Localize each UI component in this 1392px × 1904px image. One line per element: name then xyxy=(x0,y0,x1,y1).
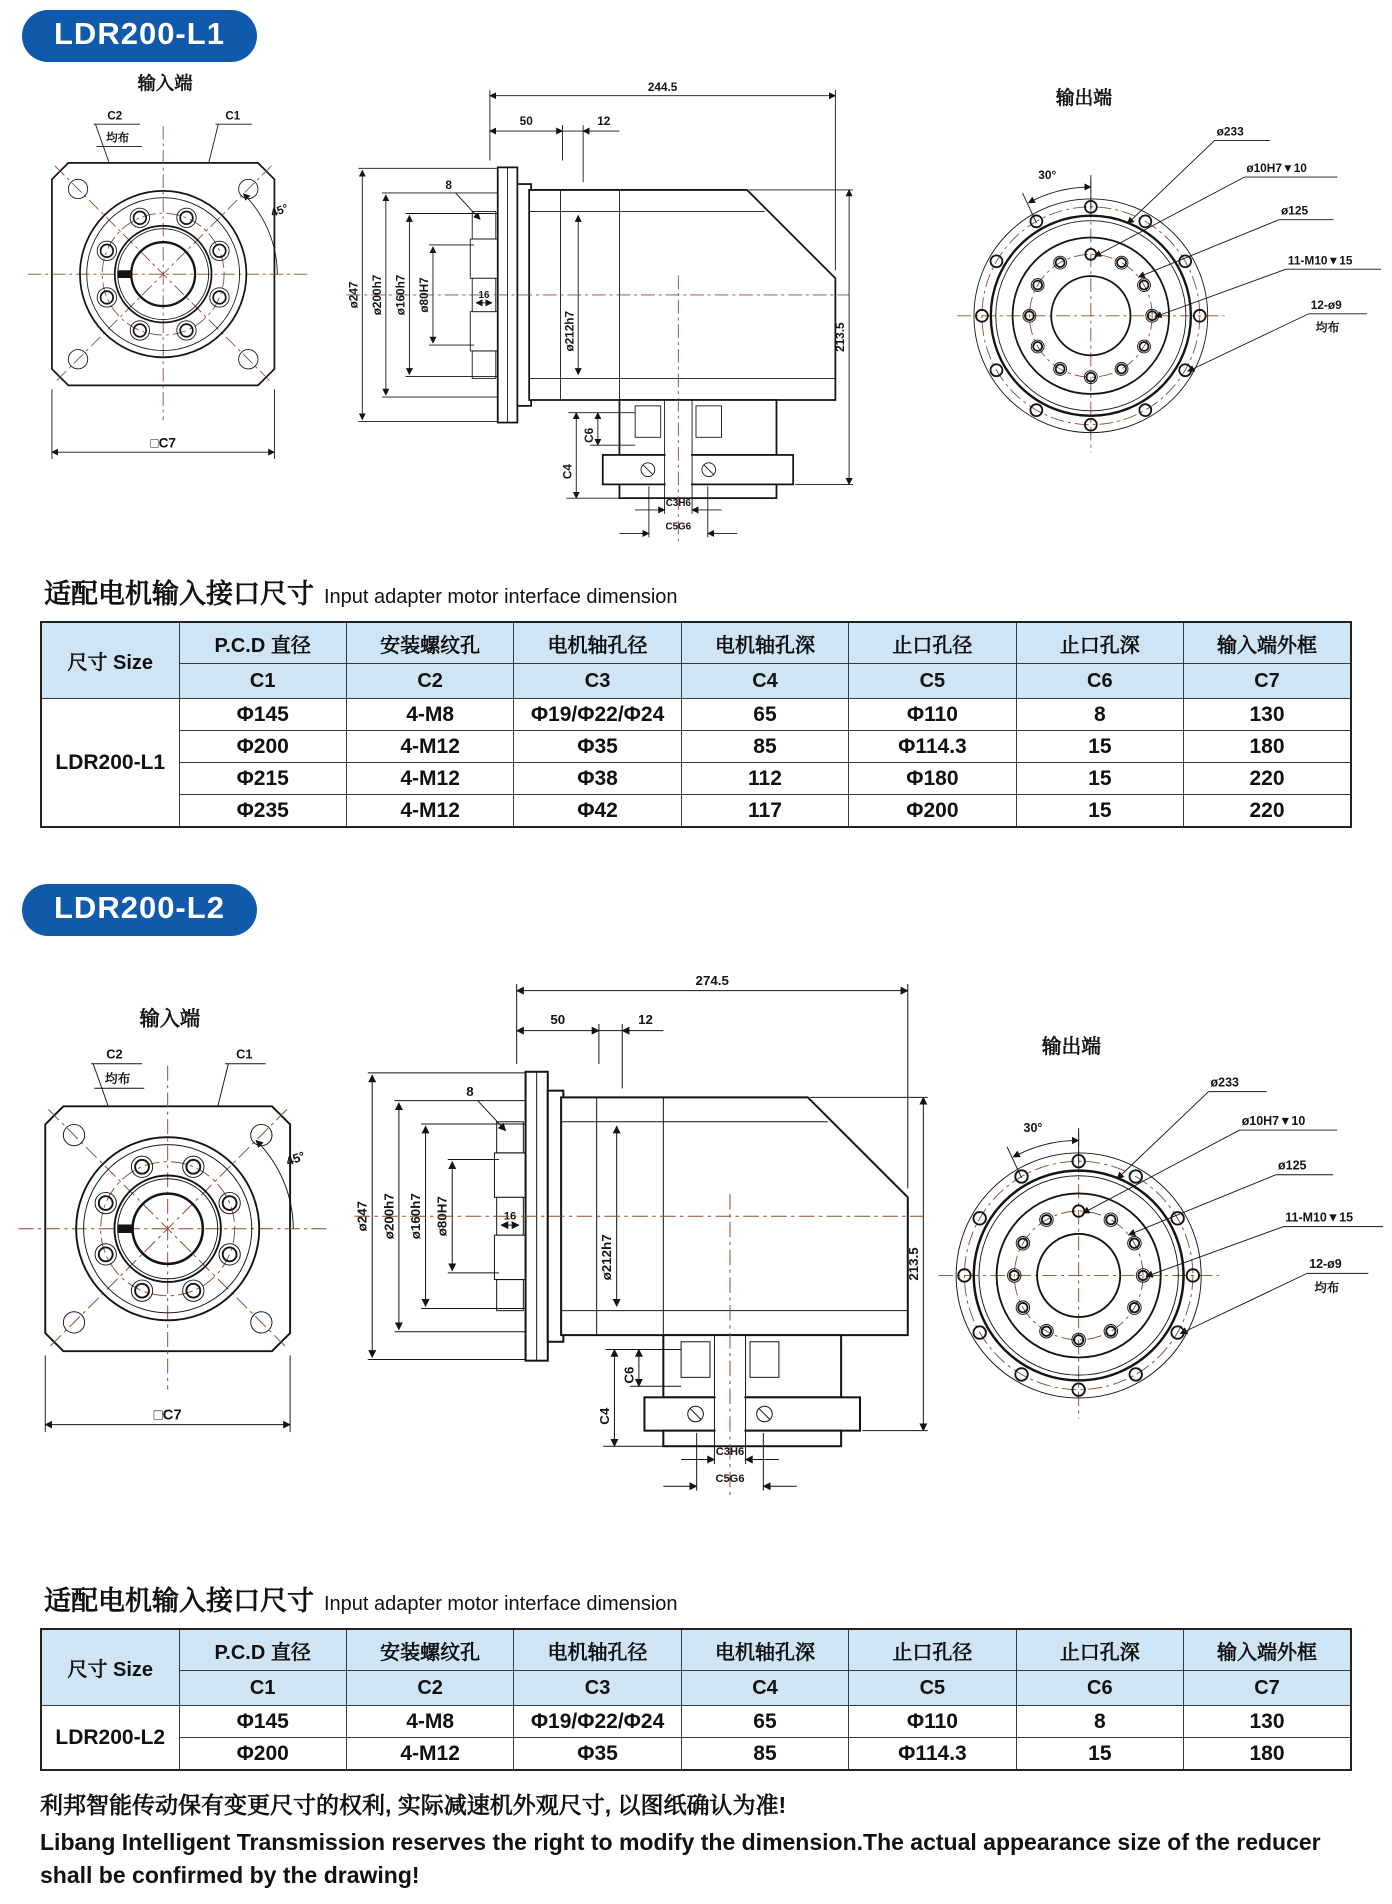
cell: Φ200 xyxy=(849,795,1016,828)
dim-12: 12 xyxy=(597,115,611,129)
cell: 85 xyxy=(681,731,848,763)
model-badge: LDR200-L1 xyxy=(22,10,257,62)
cell: Φ200 xyxy=(179,731,346,763)
cell: 220 xyxy=(1184,795,1351,828)
cell: Φ114.3 xyxy=(849,1738,1016,1771)
col-header: 电机轴孔深 xyxy=(681,622,848,664)
col-header-size: 尺寸 Size xyxy=(41,622,179,699)
dim-8: 8 xyxy=(445,178,452,192)
dim-30deg: 30° xyxy=(1023,1121,1043,1136)
cell: Φ19/Φ22/Φ24 xyxy=(514,1706,681,1738)
col-header-size: 尺寸 Size xyxy=(41,1629,179,1706)
dim-height-213: 213.5 xyxy=(834,322,848,352)
dim-c3h6: C3H6 xyxy=(665,497,691,509)
output-housing xyxy=(663,1335,841,1397)
dim-d200h7: ø200h7 xyxy=(381,1193,397,1240)
dim-d233: ø233 xyxy=(1210,1075,1239,1090)
dim-16: 16 xyxy=(478,289,490,301)
col-code: C2 xyxy=(346,664,513,699)
table-title xyxy=(44,572,1392,611)
cell: Φ200 xyxy=(179,1738,346,1771)
dim-45deg: 45° xyxy=(269,201,290,220)
dimension-table-l1 xyxy=(40,621,1352,828)
keyway xyxy=(118,1224,134,1233)
cell: Φ110 xyxy=(849,699,1016,731)
cell: 8 xyxy=(1016,699,1183,731)
dim-12-holes-sub: 均布 xyxy=(1314,1281,1340,1296)
dim-45deg: 45° xyxy=(283,1148,308,1169)
dim-total-length: 274.5 xyxy=(695,973,729,989)
dim-c1: C1 xyxy=(225,109,241,123)
disclaimer-zh: 利邦智能传动保有变更尺寸的权利, 实际减速机外观尺寸, 以图纸确认为准! xyxy=(40,1792,787,1818)
col-header: 电机轴孔径 xyxy=(514,622,681,664)
hub-section xyxy=(494,1153,525,1197)
col-code: C7 xyxy=(1184,664,1351,699)
disclaimer-en: Libang Intelligent Transmission reserves the right to modify the dimension.The actual appearance size of the reducer shall be confirmed by the drawing! xyxy=(40,1829,1321,1889)
col-header: 止口孔深 xyxy=(1016,1629,1183,1671)
cell: 15 xyxy=(1016,763,1183,795)
model-cell: LDR200-L1 xyxy=(41,699,179,828)
cell: 180 xyxy=(1184,1738,1351,1771)
col-header: P.C.D 直径 xyxy=(179,1629,346,1671)
cell: 65 xyxy=(681,1706,848,1738)
dim-12: 12 xyxy=(638,1012,653,1027)
cell: 4-M12 xyxy=(346,1738,513,1771)
cell: Φ38 xyxy=(514,763,681,795)
col-header: 安装螺纹孔 xyxy=(346,1629,513,1671)
cell: 15 xyxy=(1016,731,1183,763)
side-section-view xyxy=(325,74,855,565)
cell: 15 xyxy=(1016,1738,1183,1771)
col-header: 电机轴孔径 xyxy=(514,1629,681,1671)
model-cell: LDR200-L2 xyxy=(41,1706,179,1771)
dim-d160h7: ø160h7 xyxy=(408,1193,423,1240)
dim-d125: ø125 xyxy=(1278,1158,1307,1173)
dim-c2: C2 xyxy=(106,1046,123,1062)
dim-c7: □C7 xyxy=(153,1407,182,1424)
col-header: 止口孔径 xyxy=(849,622,1016,664)
view-title: 输出端 xyxy=(1055,86,1113,108)
cell: Φ145 xyxy=(179,699,346,731)
col-header: 止口孔径 xyxy=(849,1629,1016,1671)
cell: Φ110 xyxy=(849,1706,1016,1738)
cell: Φ35 xyxy=(514,731,681,763)
dim-m10-holes: 11-M10▼15 xyxy=(1287,253,1353,268)
dim-16: 16 xyxy=(503,1210,517,1223)
cell: 4-M8 xyxy=(346,699,513,731)
cell: 8 xyxy=(1016,1706,1183,1738)
cell: 85 xyxy=(681,1738,848,1771)
dim-c1: C1 xyxy=(236,1046,253,1062)
dim-m10-holes: 11-M10▼15 xyxy=(1285,1210,1354,1225)
table-title xyxy=(44,1579,1392,1618)
dim-c6: C6 xyxy=(621,1366,637,1384)
col-code: C2 xyxy=(346,1671,513,1706)
cell: Φ35 xyxy=(514,1738,681,1771)
col-code: C1 xyxy=(179,1671,346,1706)
output-end-view xyxy=(845,1026,1385,1473)
dim-d247: ø247 xyxy=(347,281,361,309)
col-code: C5 xyxy=(849,664,1016,699)
col-header: 止口孔深 xyxy=(1016,622,1183,664)
dim-d200h7: ø200h7 xyxy=(370,274,384,316)
cell: 4-M12 xyxy=(346,763,513,795)
clamp-section xyxy=(497,1122,524,1153)
cell: 112 xyxy=(681,763,848,795)
dim-d233: ø233 xyxy=(1216,124,1244,139)
dim-d160h7: ø160h7 xyxy=(394,274,408,316)
keyway xyxy=(118,270,133,278)
dim-total-length: 244.5 xyxy=(647,80,678,94)
dim-d247: ø247 xyxy=(354,1201,370,1232)
dim-c2: C2 xyxy=(107,109,123,123)
dim-c6: C6 xyxy=(582,427,596,443)
output-flange xyxy=(644,1397,860,1430)
side-section-view xyxy=(330,966,930,1522)
view-title: 输入端 xyxy=(139,1008,201,1031)
dim-30deg: 30° xyxy=(1038,168,1057,183)
table-row xyxy=(41,699,1351,731)
input-end-view xyxy=(8,1004,338,1462)
col-code: C7 xyxy=(1184,1671,1351,1706)
view-title: 输入端 xyxy=(137,72,193,94)
dim-c2-sub: 均布 xyxy=(104,1070,131,1086)
dim-d212h7: ø212h7 xyxy=(563,310,577,352)
cell: 130 xyxy=(1184,1706,1351,1738)
cell: 220 xyxy=(1184,763,1351,795)
dim-c7: □C7 xyxy=(150,435,176,451)
cell: 4-M12 xyxy=(346,731,513,763)
hub-section xyxy=(470,239,497,278)
dim-c5g6: C5G6 xyxy=(715,1472,745,1485)
cell: Φ19/Φ22/Φ24 xyxy=(514,699,681,731)
section-ldr200-l2 xyxy=(0,874,1392,1771)
dim-c4: C4 xyxy=(561,464,575,480)
cell: Φ215 xyxy=(179,763,346,795)
table-row xyxy=(41,731,1351,763)
dim-c2-sub: 均布 xyxy=(106,131,130,145)
cell: 130 xyxy=(1184,699,1351,731)
dim-12-holes: 12-ø9 xyxy=(1309,1257,1342,1272)
table-row xyxy=(41,1706,1351,1738)
dim-d80H7: ø80H7 xyxy=(434,1196,450,1237)
cell: 117 xyxy=(681,795,848,828)
dim-d80H7: ø80H7 xyxy=(418,277,432,313)
table-title-en: Input adapter motor interface dimension xyxy=(324,586,678,608)
cell: 180 xyxy=(1184,731,1351,763)
drawing-area xyxy=(0,64,1392,556)
cell: Φ145 xyxy=(179,1706,346,1738)
dim-c5g6: C5G6 xyxy=(665,521,692,533)
dim-c3h6: C3H6 xyxy=(715,1446,745,1459)
output-end-view xyxy=(868,78,1383,504)
model-badge: LDR200-L2 xyxy=(22,884,257,936)
cell: 4-M8 xyxy=(346,1706,513,1738)
cell: Φ235 xyxy=(179,795,346,828)
view-title: 输出端 xyxy=(1041,1036,1101,1059)
cell: Φ114.3 xyxy=(849,731,1016,763)
table-title-zh: 适配电机输入接口尺寸 xyxy=(44,1586,314,1616)
section-ldr200-l1 xyxy=(0,0,1392,828)
col-code: C4 xyxy=(681,664,848,699)
table-row xyxy=(41,1738,1351,1771)
dim-d125: ø125 xyxy=(1280,203,1309,218)
dim-12-holes-sub: 均布 xyxy=(1315,320,1340,335)
col-header: 安装螺纹孔 xyxy=(346,622,513,664)
dim-50: 50 xyxy=(519,115,533,129)
dim-pin-hole: ø10H7▼10 xyxy=(1241,1113,1306,1128)
col-header: 输入端外框 xyxy=(1184,622,1351,664)
dim-c4: C4 xyxy=(596,1407,612,1425)
col-header: 电机轴孔深 xyxy=(681,1629,848,1671)
cell: Φ180 xyxy=(849,763,1016,795)
col-code: C1 xyxy=(179,664,346,699)
cell: 65 xyxy=(681,699,848,731)
table-title-zh: 适配电机输入接口尺寸 xyxy=(44,579,314,609)
drawing-area xyxy=(0,938,1392,1563)
dim-12-holes: 12-ø9 xyxy=(1310,297,1342,312)
col-code: C6 xyxy=(1016,664,1183,699)
dim-height-213: 213.5 xyxy=(905,1247,921,1281)
dim-8: 8 xyxy=(466,1084,474,1100)
dim-d212h7: ø212h7 xyxy=(599,1234,615,1281)
col-code: C6 xyxy=(1016,1671,1183,1706)
input-end-view xyxy=(18,70,318,486)
output-housing xyxy=(619,400,776,455)
cell: Φ42 xyxy=(514,795,681,828)
cell: 4-M12 xyxy=(346,795,513,828)
dimension-table-l2 xyxy=(40,1628,1352,1771)
table-row xyxy=(41,763,1351,795)
clamp-section xyxy=(472,212,496,239)
disclaimer xyxy=(40,1787,1392,1893)
output-flange xyxy=(603,455,793,484)
col-code: C5 xyxy=(849,1671,1016,1706)
dim-pin-hole: ø10H7▼10 xyxy=(1246,161,1307,176)
col-header: 输入端外框 xyxy=(1184,1629,1351,1671)
col-code: C3 xyxy=(514,1671,681,1706)
col-header: P.C.D 直径 xyxy=(179,622,346,664)
table-row xyxy=(41,795,1351,828)
dim-50: 50 xyxy=(550,1012,566,1027)
col-code: C3 xyxy=(514,664,681,699)
col-code: C4 xyxy=(681,1671,848,1706)
cell: 15 xyxy=(1016,795,1183,828)
table-title-en: Input adapter motor interface dimension xyxy=(324,1593,678,1615)
